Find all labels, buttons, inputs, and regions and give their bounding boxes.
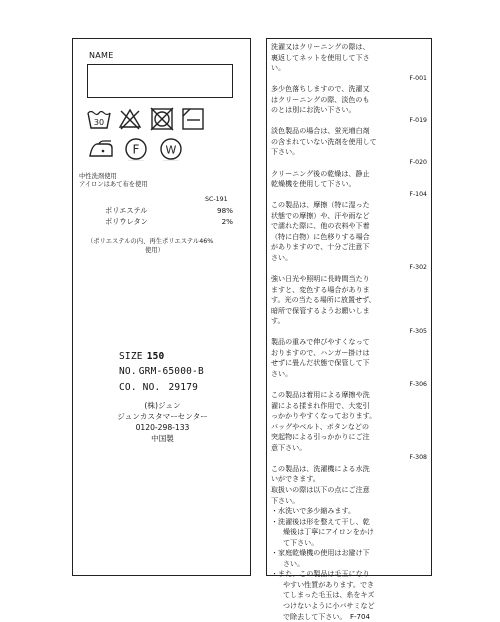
care-label-left-tag [72, 38, 251, 576]
iron-low-icon [87, 137, 115, 161]
customer-center-phone: 0120-298-133 [135, 423, 190, 432]
care-instruction-line: す。光の当たる場所に放置せず、 [271, 295, 376, 305]
care-note-iron-cloth: アイロンはあて布を使用 [79, 181, 148, 188]
care-instruction-line: 乾燥機を使用して下さい。 [271, 179, 356, 189]
material-percent: 98% [217, 206, 233, 215]
wash-temperature-value: 30 [93, 118, 105, 127]
care-instruction-line: 下さい。 [271, 495, 300, 505]
wash-30-icon [87, 107, 111, 131]
care-instruction-line: この製品は着用による摩擦や洗 [271, 390, 370, 400]
care-instruction-code: F-001 [409, 74, 427, 82]
dry-clean-f-icon [124, 137, 148, 161]
care-instruction-line: ますと、変色する場合がありま [271, 284, 370, 294]
care-instruction-line: おりますので、ハンガー掛けは [271, 347, 370, 357]
color-number: 29179 [168, 382, 199, 393]
product-number-label: NO. [119, 366, 137, 377]
material-percent: 2% [221, 217, 233, 226]
care-instruction-line: 製品の重みで伸びやすくなって [271, 337, 370, 347]
color-number-label: CO. NO. [119, 382, 161, 393]
care-instruction-code: F-302 [409, 264, 427, 272]
care-instruction-line: の含まれていない洗剤を使用して [271, 136, 377, 146]
care-instruction-code: F-305 [409, 327, 427, 335]
product-number: GRM-65000-B [138, 366, 204, 377]
care-instruction-line: ・洗濯後は形を整えて干し、乾 [271, 516, 370, 526]
care-symbols-row-1 [87, 107, 237, 135]
material-name: ポリウレタン [105, 217, 148, 226]
material-code: SC-191 [205, 196, 228, 203]
care-instruction-line: 多少色落ちしますので、洗濯又 [271, 84, 370, 94]
care-note-detergent: 中性洗剤使用 [79, 173, 117, 180]
color-number-row [119, 382, 198, 393]
product-number-row [119, 366, 204, 377]
no-tumble-dry-icon [150, 107, 174, 131]
care-instruction-line: 取扱いの際は以下の点にご注意 [271, 484, 370, 494]
wet-clean-w-icon [159, 137, 183, 161]
name-write-box [87, 64, 233, 98]
care-instructions-text [271, 42, 429, 622]
care-instruction-code: F-019 [409, 116, 427, 124]
size-value: 150 [146, 351, 165, 362]
care-instruction-code: F-104 [409, 190, 427, 198]
care-instruction-line: い。 [271, 63, 286, 73]
drip-dry-shade-icon [181, 107, 205, 131]
care-instructions-right-tag [266, 38, 432, 621]
care-instruction-line: この製品は、洗濯機による水洗 [271, 463, 370, 473]
care-instruction-line: 下さい。 [271, 147, 300, 157]
care-instruction-line: 淡色製品の場合は、蛍光増白剤 [271, 126, 370, 136]
composition-row [105, 216, 233, 227]
country-of-origin: 中国製 [151, 434, 174, 443]
care-instruction-line: 洗濯又はクリーニングの際は、 [271, 42, 370, 51]
care-instruction-line: のとは別にお洗い下さい。 [271, 105, 356, 115]
care-instruction-line: さい。 [271, 252, 293, 262]
name-label: NAME [89, 51, 114, 60]
composition-row [105, 205, 233, 216]
customer-center-name: ジュンカスタマーセンター [117, 412, 208, 421]
no-bleach-icon [118, 107, 142, 131]
care-instruction-line: っかかりやすくなっております。 [271, 411, 377, 421]
care-symbols-row-2 [87, 137, 197, 165]
care-instruction-code: F-308 [409, 454, 427, 462]
care-instruction-line: 濯による揉まれ作用で、大変引 [271, 400, 370, 410]
care-instruction-line: 暗所で保管するようお願いしま [271, 305, 370, 315]
care-instruction-line: この製品は、摩擦（特に湿った [271, 200, 370, 210]
fabric-composition [105, 205, 233, 227]
care-instruction-line: 突起物による引っかかりにご注 [271, 432, 370, 442]
recycled-note-line-1: （ポリエステルの内、再生ポリエステル46% [87, 238, 214, 245]
wet-clean-letter: W [165, 143, 177, 157]
care-instruction-line: クリーニング後の乾燥は、静止 [271, 168, 370, 178]
care-instruction-line: （特に白物）に色移りする場合 [271, 231, 370, 241]
care-instruction-line: ・また、この製品は毛玉になり [271, 569, 370, 579]
care-instruction-line: さい。 [283, 558, 305, 568]
care-instruction-line: 裏返してネットを使用して下さ [271, 52, 370, 62]
care-instruction-line: で除去して下さい。 F-704 [283, 611, 370, 621]
care-instruction-line: て下さい。 [283, 537, 319, 547]
material-name: ポリエステル [105, 206, 148, 215]
care-instruction-line: さい。 [271, 368, 293, 378]
care-instruction-line: せずに畳んだ状態で保管して下 [271, 358, 370, 368]
care-instruction-line: てしまった毛玉は、糸をキズ [283, 590, 375, 600]
care-instruction-line: 燥後は丁寧にアイロンをかけ [283, 527, 374, 537]
care-instruction-line: 意下さい。 [271, 442, 307, 452]
care-instruction-line: つけないように小バサミなど [283, 600, 375, 610]
size-row [119, 351, 164, 362]
company-name: (株)ジュン [144, 401, 181, 410]
care-instruction-line: やすい性質があります。でき [283, 579, 375, 589]
care-instruction-line: がありますので、十分ご注意下 [271, 242, 370, 252]
care-instruction-line: はクリーニングの際、淡色のも [271, 94, 370, 104]
care-instruction-line: す。 [271, 316, 285, 326]
care-instruction-code: F-306 [409, 380, 427, 388]
dry-clean-letter: F [132, 142, 140, 157]
care-instruction-line: 強い日光や照明に長時間当たり [271, 274, 370, 284]
care-instruction-line: バッグやベルト、ボタンなどの [271, 421, 370, 431]
care-instruction-line: ・家庭乾燥機の使用はお避け下 [271, 548, 370, 558]
care-instruction-line: いができます。 [271, 474, 320, 484]
care-instruction-line: 状態での摩擦）や、汗や雨など [271, 210, 370, 220]
care-instruction-line: ・水洗いで多少縮みます。 [271, 506, 355, 516]
care-instruction-code: F-020 [409, 159, 427, 167]
care-instruction-line: で濡れた際に、他の衣料や下着 [271, 221, 370, 231]
recycled-note-line-2: 使用） [145, 247, 164, 254]
size-label: SIZE [119, 351, 143, 362]
